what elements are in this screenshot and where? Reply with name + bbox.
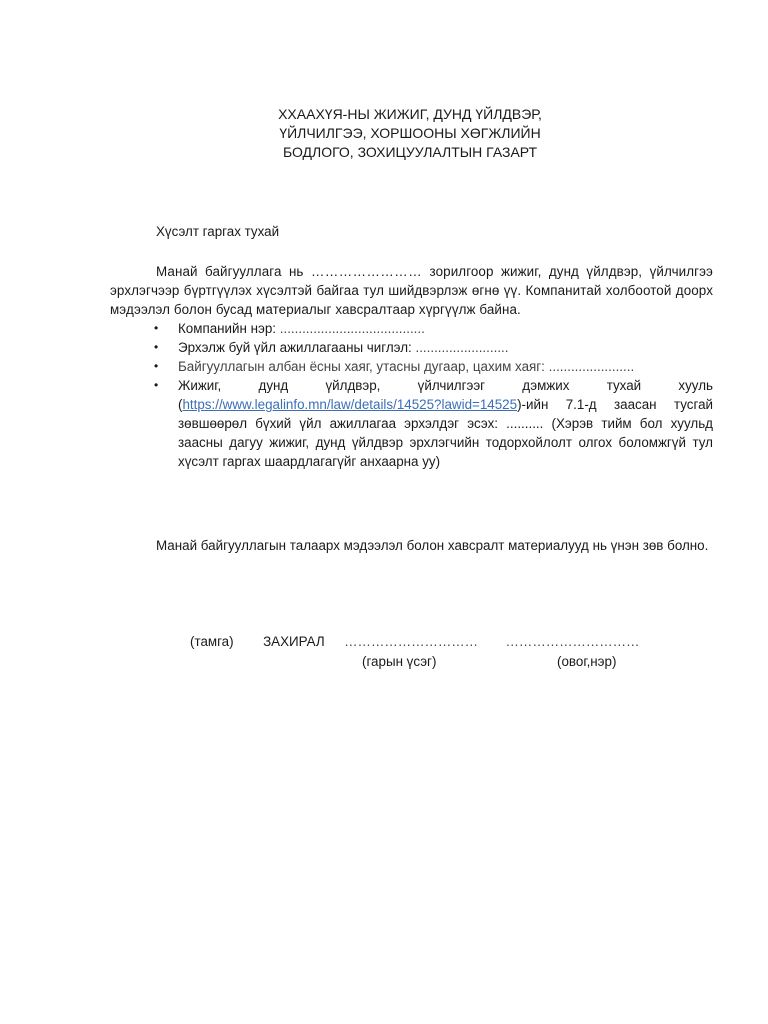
signature-caption: (гарын үсэг): [362, 654, 437, 669]
header-line-3: БОДЛОГО, ЗОХИЦУУЛАЛТЫН ГАЗАРТ: [282, 144, 538, 160]
document-subject: Хүсэлт гаргах тухай: [156, 224, 280, 239]
header-line-2: ҮЙЛЧИЛГЭЭ, ХОРШООНЫ ХӨГЖЛИЙН: [279, 125, 541, 141]
intro-paragraph: [110, 262, 713, 319]
legalinfo-link[interactable]: https://www.legalinfo.mn/law/details/14525?lawid=14525: [182, 397, 518, 412]
director-label: ЗАХИРАЛ: [263, 634, 325, 649]
signature-blank: …………………………: [344, 634, 479, 649]
name-caption: (овог,нэр): [557, 654, 617, 669]
closing-paragraph: Манай байгууллагын талаарх мэдээлэл болон хавсралт материалууд нь үнэн зөв болно.: [156, 538, 709, 553]
list-item-address: [110, 357, 713, 376]
intro-part-1: Манай байгууллага нь: [156, 264, 311, 279]
item-blank: .......................: [548, 359, 635, 374]
item-label: Эрхэлж буй үйл ажиллагааны чиглэл:: [178, 340, 416, 355]
bullet-icon: •: [154, 340, 159, 354]
document-header: [0, 105, 768, 162]
law-text-after: )-ийн 7.1-д заасан тусгай зөвшөөрөл бүхий үйл ажиллагаа эрхэлдэг эсэх: .......... (Хэрэв тийм бол хуульд заасны дагуу жижиг, дунд үйлдвэр эрхлэгчийн тодорхойлолт олгох боломжгүй тул хүсэлт гаргах шаардлагагүйг анхаарна уу): [178, 397, 713, 469]
item-label: Компанийн нэр:: [178, 321, 280, 336]
item-blank: .........................: [415, 340, 509, 355]
stamp-label: (тамга): [190, 634, 234, 649]
closing-section: [110, 536, 713, 555]
signature-line: [190, 632, 639, 651]
bullet-icon: •: [154, 359, 159, 373]
law-text-before: Жижиг, дунд үйлдвэр, үйлчилгээг дэмжих тухай хууль (: [178, 378, 713, 412]
info-list: [110, 319, 713, 471]
name-blank: …………………………: [505, 634, 640, 649]
bullet-icon: •: [154, 321, 159, 335]
item-label: Байгууллагын албан ёсны хаяг, утасны дугаар, цахим хаяг:: [178, 359, 549, 374]
item-blank: .......................................: [279, 321, 425, 336]
list-item-law: [110, 376, 713, 471]
list-item-activity: [110, 338, 713, 357]
intro-purpose-blank: ……………………: [310, 264, 423, 279]
bullet-icon: •: [154, 378, 159, 392]
list-item-company-name: [110, 319, 713, 338]
intro-part-2: зорилгоор жижиг, дунд үйлдвэр, үйлчилгээ эрхлэгчээр бүртгүүлэх хүсэлтэй байгаа тул шийдвэрлэж өгнө үү. Компанитай холбоотой доорх мэдээлэл болон бусад материалыг хавсралтаар хүргүүлж байна.: [110, 264, 713, 317]
document-body: [110, 262, 713, 471]
header-line-1: ХХААХҮЯ-НЫ ЖИЖИГ, ДУНД ҮЙЛДВЭР,: [278, 106, 542, 122]
